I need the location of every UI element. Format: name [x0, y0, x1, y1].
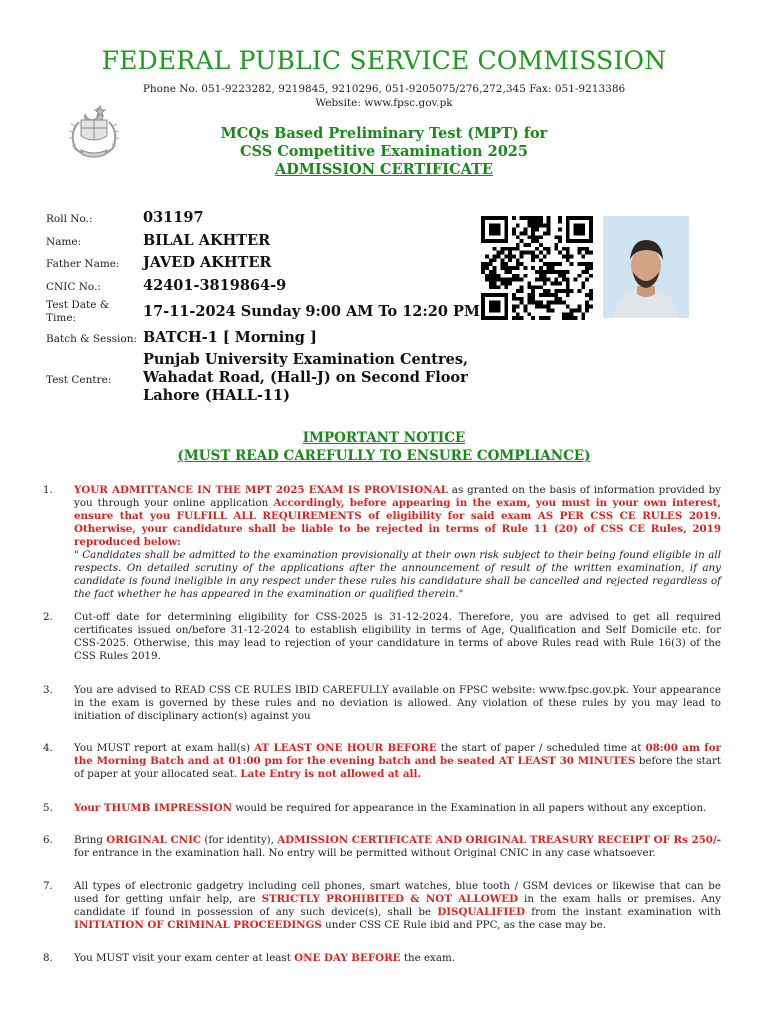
item-text: as granted on the basis of information provided by you through your online application [74, 484, 721, 509]
notice-item-7 [74, 880, 721, 932]
highlight-text: STRICTLY PROHIBITED & NOT ALLOWED [261, 893, 519, 905]
notice-item-2: Cut-off date for determining eligibility for CSS-2025 is 31-12-2024. Therefore, you are advised to get all required certificates issued on/before 31-12-2024 to establish eligibility in terms of Age, Qualification and Self Domicile etc. for CSS-2025. Otherwise, this may lead to rejection of your candidature in terms of above Rules read with Rule 16(3) of the CSS Rules 2019. [74, 611, 721, 662]
page-title: FEDERAL PUBLIC SERVICE COMMISSION [101, 46, 667, 75]
date-label-line-2: Time: [46, 312, 77, 324]
subtitle-line-2: CSS Competitive Examination 2025 [240, 143, 528, 160]
batch-label: Batch & Session: [46, 333, 138, 345]
item-text: All types of electronic gadgetry including cell phones, smart watches, blue tooth / GSM devices or likewise that can be used for getting unfair help, are [74, 880, 721, 905]
notice-heading-line-2: (MUST READ CAREFULLY TO ENSURE COMPLIANCE) [177, 448, 591, 464]
highlight-text: ONE DAY BEFORE [294, 952, 401, 964]
roll-value: 031197 [143, 209, 204, 226]
item-text: You MUST report at exam hall(s) [74, 742, 255, 754]
candidate-photo [603, 216, 689, 318]
centre-value [143, 351, 468, 405]
roll-label: Roll No.: [46, 213, 93, 225]
notice-heading-line-1: IMPORTANT NOTICE [302, 430, 466, 446]
website-line: Website: www.fpsc.gov.pk [315, 97, 453, 109]
item-number: 3. [43, 684, 53, 696]
item-text: You MUST visit your exam center at least [74, 952, 295, 964]
highlight-text: Late Entry is not allowed at all. [240, 768, 421, 780]
cnic-label: CNIC No.: [46, 281, 101, 293]
batch-value: BATCH-1 [ Morning ] [143, 329, 317, 346]
rule-quote: " Candidates shall be admitted to the examination provisionally at their own risk subject to their being found eligible in all respects. On detailed scrutiny of the applications after the announcement of result of the written examination, if any candidate is found ineligible in any respect under these rules his candidature shall be cancelled and rejected regardless of the fact whether he has appeared in the examination or qualified therein." [74, 549, 721, 600]
certificate-heading: ADMISSION CERTIFICATE [275, 161, 493, 178]
item-text: Bring [74, 834, 107, 846]
item-number: 5. [43, 802, 53, 814]
item-text: under CSS CE Rule ibid and PPC, as the case may be. [321, 919, 606, 931]
date-value: 17-11-2024 Sunday 9:00 AM To 12:20 PM [143, 303, 480, 320]
qr-code-icon [481, 216, 593, 320]
name-value: BILAL AKHTER [143, 232, 271, 249]
centre-line-1: Punjab University Examination Centres, [143, 351, 469, 368]
centre-line-2: Wahadat Road, (Hall-J) on Second Floor [143, 369, 468, 386]
cnic-value: 42401-3819864-9 [143, 277, 287, 294]
item-text: the start of paper / scheduled time at [436, 742, 646, 754]
highlight-text: Accordingly, before appearing in the exam, you must in your own interest, ensure that you FULFILL ALL REQUIREMENTS of eligibility for said exam AS PER CSS CE RULES 2019. Otherwise, your candidature shall be liable to be rejected in terms of Rule 11 (20) of CSS CE Rules, 2019 reproduced below: [74, 497, 721, 548]
item-text: the exam. [400, 952, 456, 964]
item-text: from the instant examination with [525, 906, 721, 918]
centre-label: Test Centre: [46, 374, 112, 386]
document-subtitle [0, 125, 768, 179]
item-number: 1. [43, 484, 53, 496]
subtitle-line-1: MCQs Based Preliminary Test (MPT) for [220, 125, 548, 142]
important-notice-heading [0, 429, 768, 465]
notice-item-5 [74, 802, 721, 815]
highlight-text: ADMISSION CERTIFICATE AND ORIGINAL TREASURY RECEIPT OF Rs 250/- [277, 834, 721, 846]
notice-item-1 [74, 484, 721, 601]
highlight-text: AT LEAST ONE HOUR BEFORE [254, 742, 437, 754]
item-number: 8. [43, 952, 53, 964]
name-label: Name: [46, 236, 82, 248]
item-text: before the start of paper at your allocated seat. [74, 755, 722, 780]
notice-item-8 [74, 952, 721, 965]
father-label: Father Name: [46, 258, 120, 270]
phone-line: Phone No. 051-9223282, 9219845, 9210296, 051-9205075/276,272,345 Fax: 051-9213386 [142, 83, 626, 95]
item-number: 2. [43, 611, 53, 623]
highlight-text: 08:00 am for the Morning Batch and at 01:00 pm for the evening batch and be seated AT LEAST 30 MINUTES [74, 742, 722, 767]
highlight-text: DISQUALIFIED [437, 906, 526, 918]
notice-item-3: You are advised to READ CSS CE RULES IBID CAREFULLY available on FPSC website: www.fpsc.gov.pk. Your appearance in the exam is governed by these rules and no deviation is allowed. Any violation of these rules by you may lead to initiation of disciplinary action(s) against you [74, 684, 721, 722]
item-text: in the exam halls or premises. Any candidate if found in possession of any such device(s), shall be [74, 893, 721, 918]
item-text: for entrance in the examination hall. No entry will be permitted without Original CNIC in any case whatsoever. [74, 847, 656, 859]
highlight-text: YOUR ADMITTANCE IN THE MPT 2025 EXAM IS PROVISIONAL [74, 484, 448, 496]
item-number: 6. [43, 834, 53, 846]
item-text: would be required for appearance in the Examination in all papers without any exception. [232, 802, 707, 814]
highlight-text: ORIGINAL CNIC [106, 834, 202, 846]
date-label-line-1: Test Date & [46, 299, 110, 311]
centre-line-3: Lahore (HALL-11) [143, 387, 290, 404]
item-number: 7. [43, 880, 53, 892]
highlight-text: INITIATION OF CRIMINAL PROCEEDINGS [74, 919, 322, 931]
notice-item-6 [74, 834, 721, 860]
item-number: 4. [43, 742, 53, 754]
notice-item-4 [74, 742, 721, 781]
highlight-text: Your THUMB IMPRESSION [74, 802, 233, 814]
item-text: (for identity), [201, 834, 278, 846]
candidate-photo-image [603, 216, 689, 318]
date-label [46, 299, 109, 325]
father-value: JAVED AKHTER [143, 254, 272, 271]
